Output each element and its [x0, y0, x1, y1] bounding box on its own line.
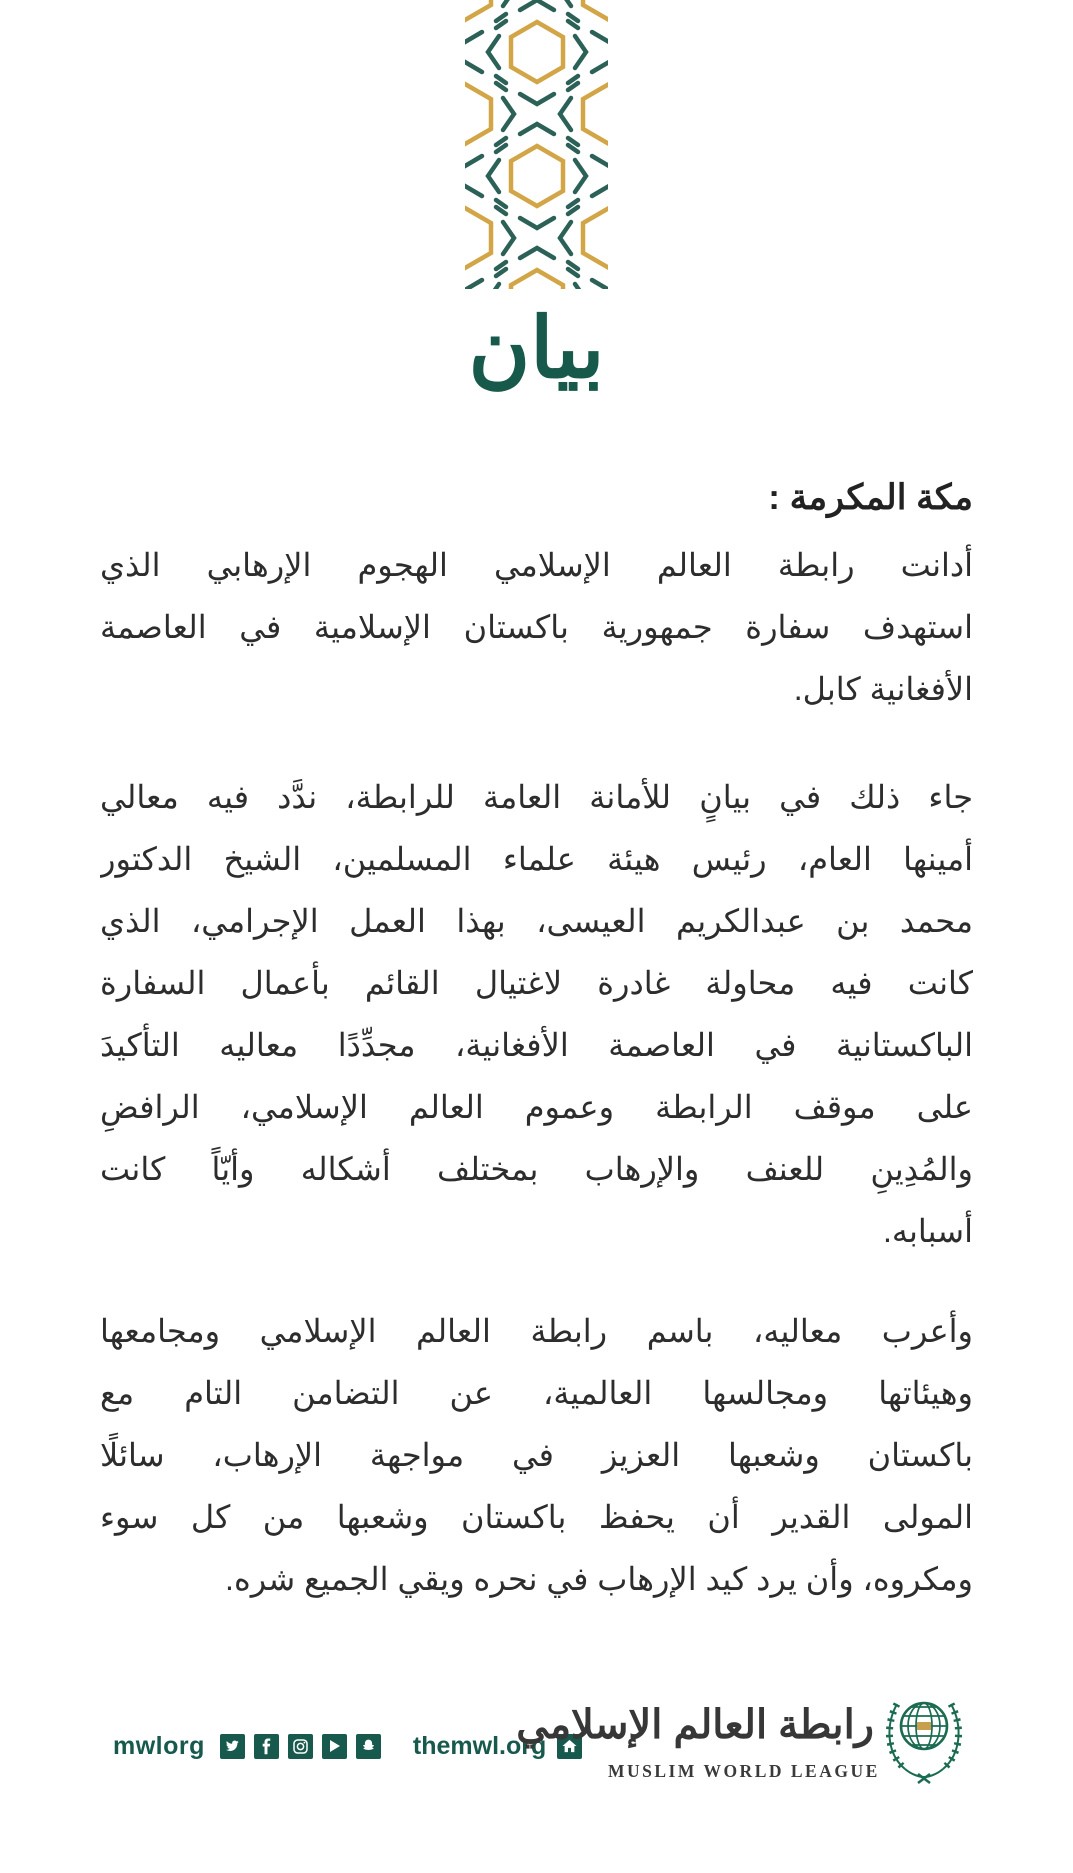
paragraph-2	[100, 766, 973, 1262]
location-heading: مكة المكرمة :	[768, 478, 973, 517]
statement-body	[100, 470, 973, 1610]
logo-english-name: MUSLIM WORLD LEAGUE	[608, 1761, 880, 1781]
statement-line: الأفغانية كابل.	[793, 671, 973, 707]
statement-line: المولى القدير أن يحفظ باكستان وشعبها من كل سوء	[100, 1499, 973, 1535]
mwl-logo	[516, 1692, 966, 1791]
statement-line: أسبابه.	[882, 1213, 973, 1249]
page-title: بيان	[468, 301, 605, 395]
statement-line: كانت فيه محاولة غادرة لاغتيال القائم بأعمال السفارة	[100, 965, 973, 1001]
paragraph-3	[100, 1300, 973, 1610]
statement-line: أدانت رابطة العالم الإسلامي الهجوم الإرهابي الذي	[100, 547, 973, 583]
decorative-pattern	[465, 0, 608, 294]
logo-arabic-calligraphy: رابطة العالم الإسلامي	[516, 1703, 874, 1747]
social-handle: mwlorg	[113, 1731, 205, 1760]
snapchat-icon[interactable]	[356, 1734, 381, 1759]
website-link[interactable]: themwl.org	[412, 1731, 547, 1760]
statement-line: استهدف سفارة جمهورية باكستان الإسلامية في العاصمة	[100, 609, 973, 645]
statement-line: على موقف الرابطة وعموم العالم الإسلامي، الرافضِ	[100, 1089, 973, 1125]
facebook-icon[interactable]	[254, 1734, 279, 1759]
mwl-logo-text	[516, 1692, 880, 1784]
statement-line: ومكروه، وأن يرد كيد الإرهاب في نحره ويقي الجميع شره.	[225, 1561, 973, 1597]
statement-line: جاء ذلك في بيانٍ للأمانة العامة للرابطة، ندَّد فيه معالي	[100, 779, 973, 815]
statement-line: محمد بن عبدالكريم العيسى، بهذا العمل الإجرامي، الذي	[100, 903, 973, 939]
statement-line: الباكستانية في العاصمة الأفغانية، مجدِّدًا معاليه التأكيدَ	[100, 1027, 973, 1063]
statement-line: والمُدِينِ للعنف والإرهاب بمختلف أشكاله وأيّاً كانت	[100, 1151, 973, 1187]
paragraph-1	[100, 534, 973, 720]
statement-line: وهيئاتها ومجالسها العالمية، عن التضامن التام مع	[100, 1375, 973, 1411]
instagram-icon[interactable]	[288, 1734, 313, 1759]
statement-line: باكستان وشعبها العزيز في مواجهة الإرهاب، سائلًا	[100, 1437, 973, 1473]
social-icons	[220, 1734, 381, 1759]
twitter-icon[interactable]	[220, 1734, 245, 1759]
statement-line: أمينها العام، رئيس هيئة علماء المسلمين، الشيخ الدكتور	[100, 841, 973, 877]
footer-social-bar	[113, 1731, 582, 1761]
hexagon-pattern-icon	[465, 0, 608, 289]
statement-line: وأعرب معاليه، باسم رابطة العالم الإسلامي ومجامعها	[100, 1313, 973, 1349]
youtube-icon[interactable]	[322, 1734, 347, 1759]
mwl-emblem-icon	[882, 1692, 966, 1791]
